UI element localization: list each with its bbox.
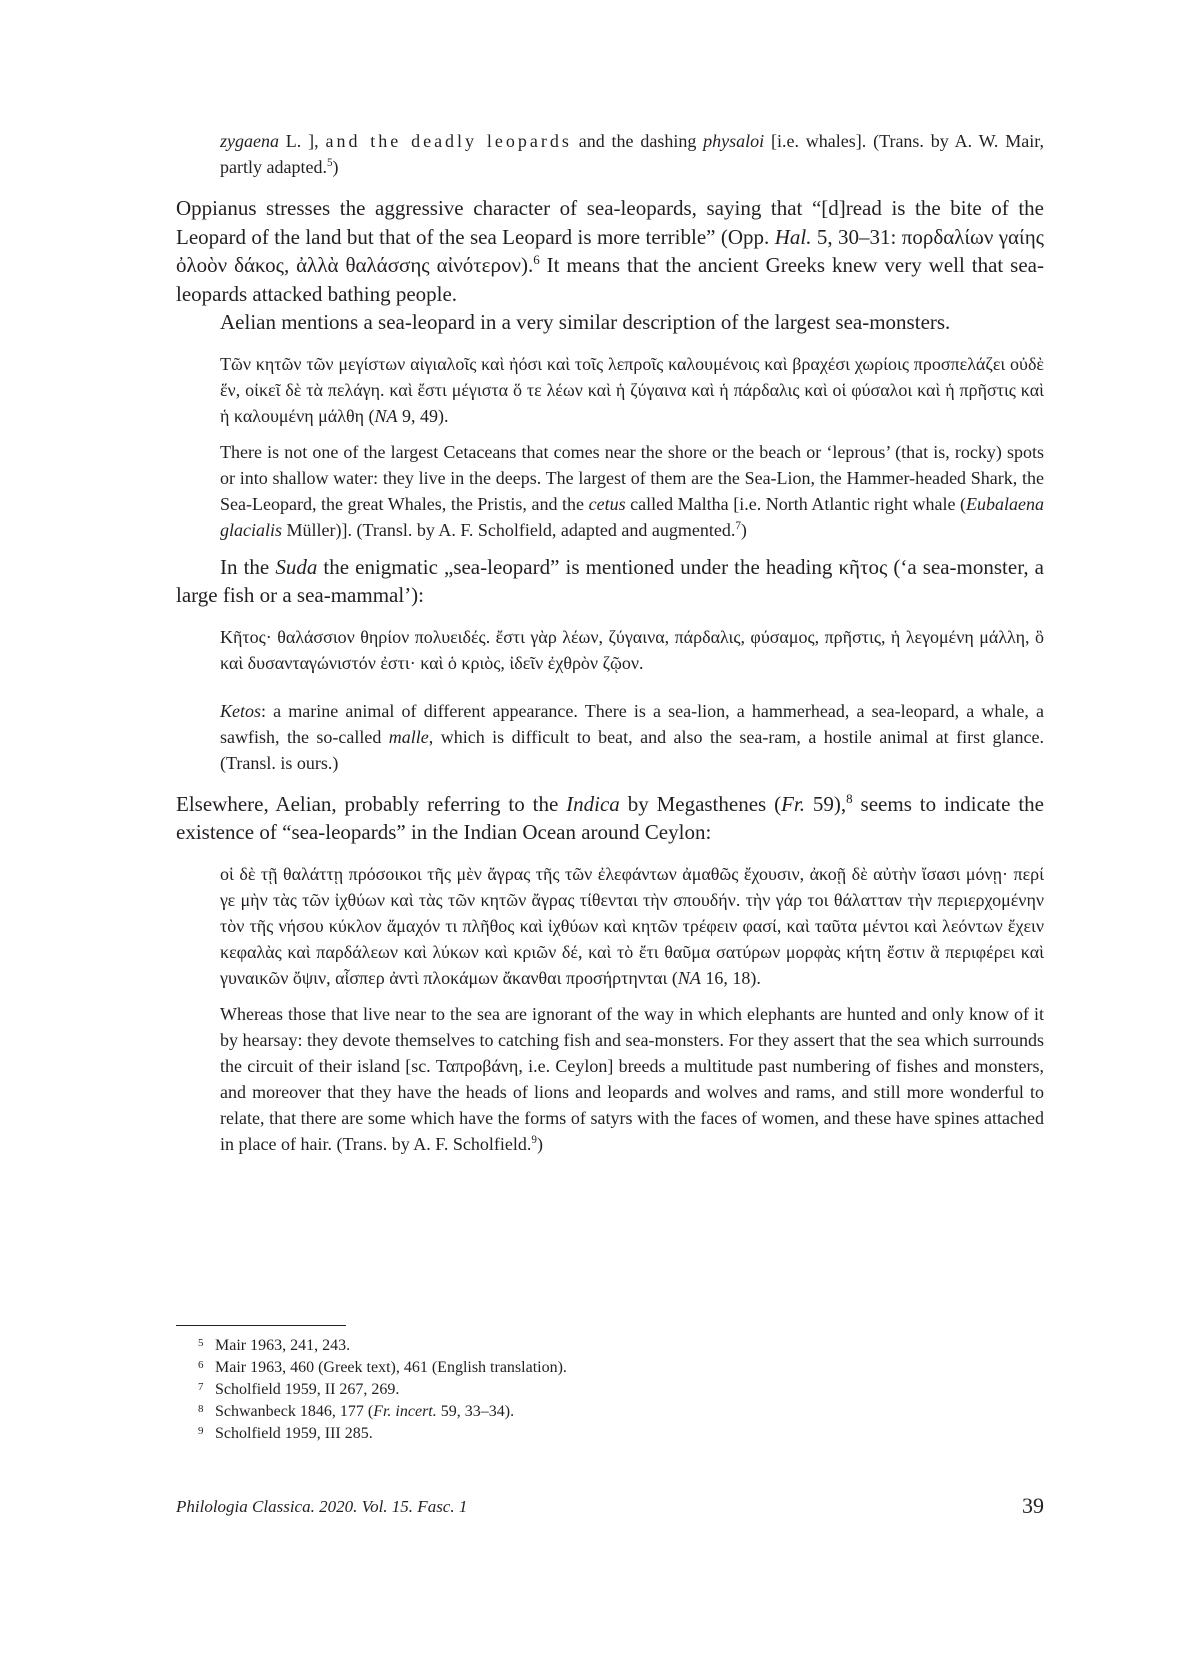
quote-translation-ceylon: Whereas those that live near to the sea are ignorant of the way in which elephants are hunted and only know of it by hearsay: they devote themselves to catching fish and sea-monsters. For they assert that the sea which surrounds the circuit of their island [sc. Ταπροβάνη, i.e. Ceylon] breeds a multitude past numbering of fishes and monsters, and moreover that they have the heads of lions and leopards and wolves and rams, and still more wonderful to relate, that there are some which have the forms of satyrs with the faces of women, and these have spines attached in place of hair. (Trans. by A. F. Scholfield.$^9$): [220, 1003, 1044, 1154]
paragraph-aelian-intro: Aelian mentions a sea-leopard in a very similar description of the largest sea-monsters.: [220, 310, 951, 334]
quote-greek-aelian-na16: οἱ δὲ τῇ θαλάττῃ πρόσοικοι τῆς μὲν ἄγρας τῆς τῶν ἐλεφάντων ἀμαθῶς ἔχουσιν, ἀκοῇ δὲ αὐτὴν ἴσασι μόνῃ· περί γε μὴν τὰς τῶν ἰχθύων καὶ τὰς τῶν κητῶν ἄγρας τίθενται τὴν σπουδήν. τὴν γάρ τοι θάλατταν τὴν περιερχομένην τὸν τῆς νήσου κύκλον ἄμαχόν τι πλῆθος καὶ ἰχθύων καὶ κητῶν τρέφειν φασί, καὶ ταῦτα μέντοι καὶ λεόντων ἔχειν κεφαλὰς καὶ παρδάλεων καὶ λύκων καὶ κριῶν δέ, καὶ τὸ ἔτι θαῦμα σατύρων μορφὰς κήτη ἔστιν ἃ περιφέρει καὶ γυναικῶν ὄψιν, αἷσπερ ἀντὶ πλοκάμων ἄκανθαι προσήρτηνται (NA 16, 18).: [220, 863, 1044, 988]
paragraph-suda: In the Suda the enigmatic „sea-leopard” is mentioned under the heading κῆτος (‘a sea-monster, a large fish or a sea-mammal’):: [176, 554, 1044, 607]
quote-translation-oppian: zygaena L. ], and the deadly leopards and the dashing physaloi [i.e. whales]. (Trans. by A. W. Mair, partly adapted.$^5$): [220, 131, 1045, 177]
footnote-9: 9 Scholfield 1959, III 285.: [198, 1425, 373, 1442]
journal-title: Philologia Classica. 2020. Vol. 15. Fasc. 1: [176, 1497, 468, 1516]
body-text: [176, 128, 1044, 1157]
quote-translation-suda: Ketos: a marine animal of different appearance. There is a sea-lion, a hammerhead, a sea-leopard, a whale, a sawfish, the so-called malle, which is difficult to beat, and also the sea-ram, a hostile animal at first glance. (Transl. is ours.): [220, 700, 1044, 773]
footnote-ref-8[interactable]: 8: [846, 790, 853, 806]
footnote-ref-6[interactable]: 6: [533, 252, 540, 267]
footnote-8: 8 Schwanbeck 1846, 177 (Fr. incert. 59, 33–34).: [198, 1403, 515, 1420]
page-number: 39: [1022, 1493, 1044, 1518]
footnote-ref-5[interactable]: 5: [326, 157, 333, 169]
page-footer: [176, 1493, 1044, 1523]
footnote-5: 5 Mair 1963, 241, 243.: [198, 1337, 351, 1354]
quote-greek-suda: Κῆτος· θαλάσσιον θηρίον πολυειδές. ἔστι γὰρ λέων, ζύγαινα, πάρδαλις, φύσαμος, πρῆστις, ἡ λεγομένη μάλλη, ὃ καὶ δυσανταγώνιστόν ἐστι· καὶ ὁ κριὸς, ἰδεῖν ἐχθρὸν ζῷον.: [220, 626, 1044, 673]
footnote-6: 6 Mair 1963, 460 (Greek text), 461 (English translation).: [198, 1359, 567, 1376]
footnote-ref-9[interactable]: 9: [531, 1133, 537, 1146]
footnote-separator: [176, 1325, 346, 1326]
quote-translation-scholfield: There is not one of the largest Cetaceans that comes near the shore or the beach or ‘leprous’ (that is, rocky) spots or into shallow water: they live in the deeps. The largest of them are the Sea-Lion, the Hammer-headed Shark, the Sea-Leopard, the great Whales, the Pristis, and the cetus called Maltha [i.e. North Atlantic right whale (Eubalaena glacialis Müller)]. (Transl. by A. F. Scholfield, adapted and augmented.$^7$): [220, 441, 1044, 540]
footnote-7: 7 Scholfield 1959, II 267, 269.: [198, 1381, 400, 1398]
quote-greek-aelian-na9: Τῶν κητῶν τῶν μεγίστων αἰγιαλοῖς καὶ ἠόσι καὶ τοῖς λεπροῖς καλουμένοις καὶ βραχέσι χωρίοις προσπελάζει οὐδὲ ἕν, οἰκεῖ δὲ τὰ πελάγη. καὶ ἔστι μέγιστα ὅ τε λέων καὶ ἡ ζύγαινα καὶ ἡ πάρδαλις καὶ οἱ φύσαλοι καὶ ἡ πρῆστις καὶ ἡ καλουμένη μάλθη (NA 9, 49).: [220, 353, 1044, 426]
paragraph-oppianus: Oppianus stresses the aggressive character of sea-leopards, saying that “[d]read is the bite of the Leopard of the land but that of the sea Leopard is more terrible” (Opp. Hal. 5, 30–31: πορδαλίων γαίης ὀλοὸν δάκος, ἀλλὰ θαλάσσης αἰνότερον).$^6$ It means that the ancient Greeks knew very well that sea-leopards attacked bathing people.: [176, 196, 1044, 306]
footnotes: [198, 1335, 1015, 1445]
paragraph-aelian-indica: Elsewhere, Aelian, probably referring to the Indica by Megasthenes (Fr. 59),$^8$ seems to indicate the existence of “sea-leopards” in the Indian Ocean around Ceylon:: [176, 790, 1044, 844]
footnote-ref-7[interactable]: 7: [735, 519, 741, 532]
